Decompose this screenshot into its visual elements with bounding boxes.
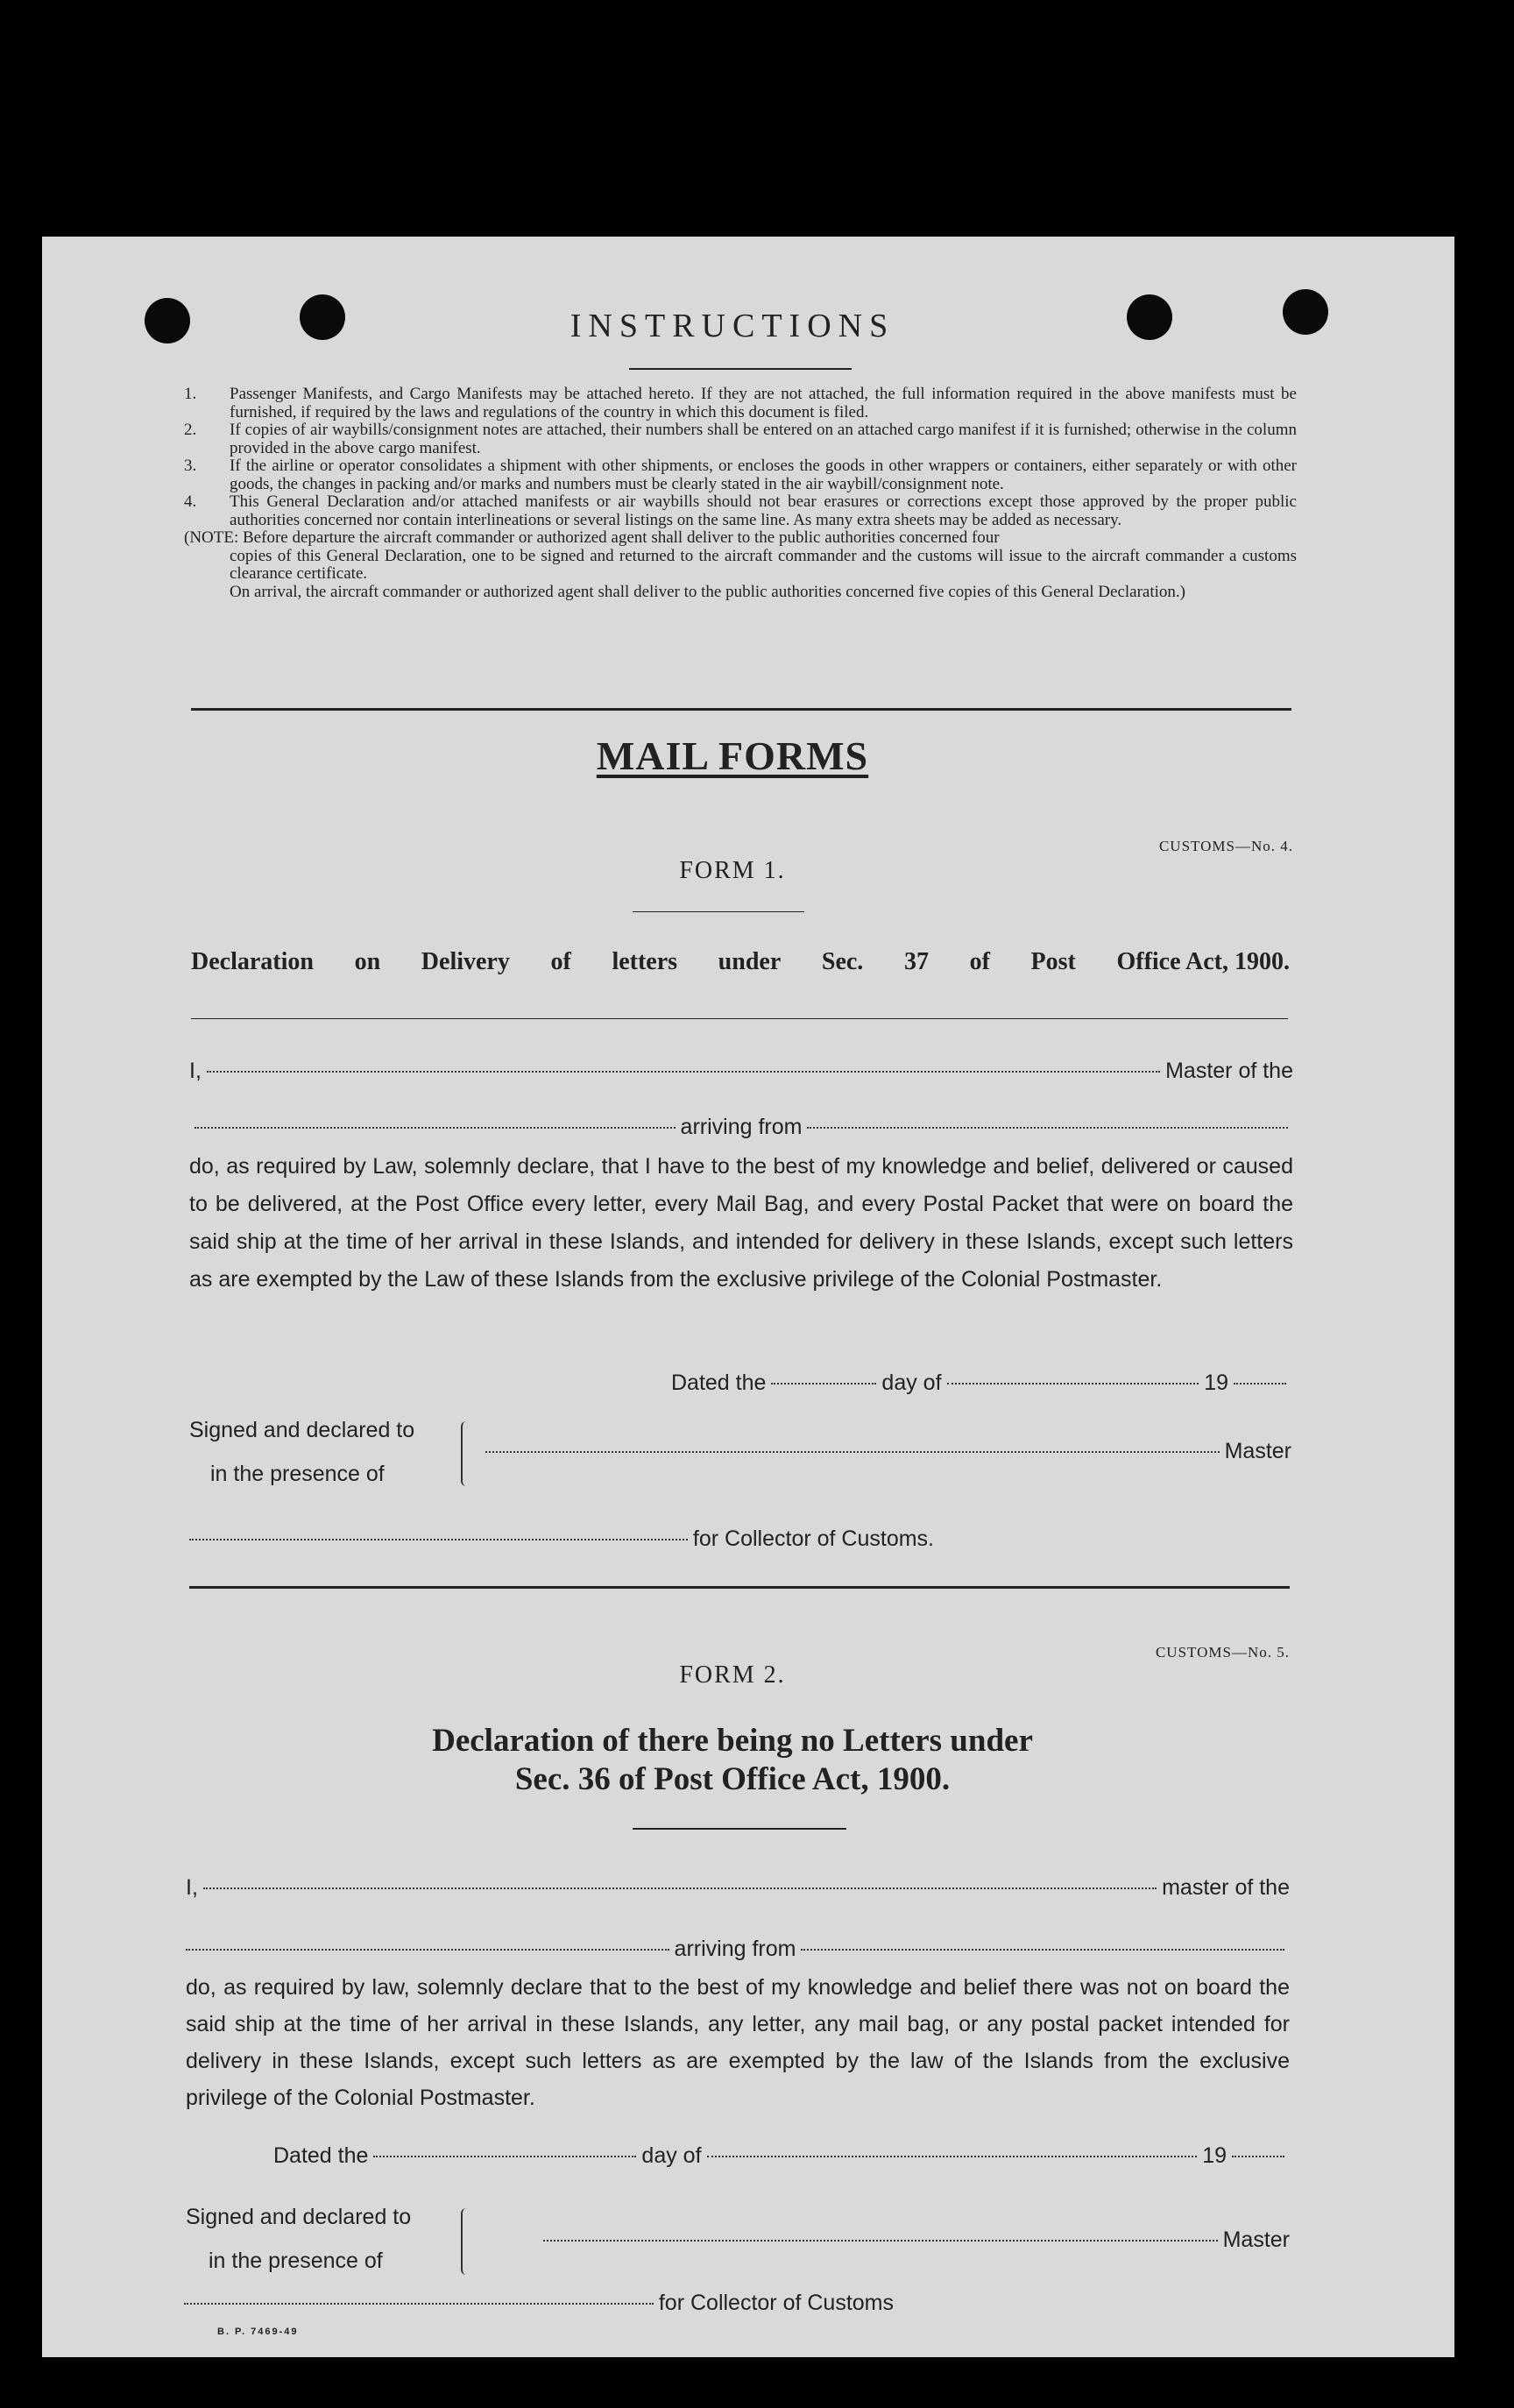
form1-customs-ref: CUSTOMS—No. 4. bbox=[1158, 838, 1293, 854]
form1-presence-label: in the presence of bbox=[210, 1462, 385, 1486]
instructions-title: INSTRUCTIONS bbox=[570, 308, 895, 344]
instruction-item-4: 4. This General Declaration and/or attached manifests or air waybills should not bear erasures or corrections except those approved by the proper public authorities concerned nor contain interlineations or several listings on the same line. As many extra sheets may be added as necessary. bbox=[184, 492, 1297, 529]
instructions-title-rule bbox=[629, 368, 852, 370]
form1-month-field[interactable] bbox=[947, 1383, 1199, 1385]
form1-day-field[interactable] bbox=[771, 1383, 876, 1385]
form2-signed-label: Signed and declared to bbox=[186, 2205, 412, 2229]
instruction-item-1: 1. Passenger Manifests, and Cargo Manifests may be attached hereto. If they are not attached, the full information required in the above manifests must be furnished, if required by the laws and regulations of the country in which this document is filed. bbox=[184, 385, 1297, 421]
form2-master-name-field[interactable] bbox=[203, 1887, 1157, 1889]
form2-title-rule bbox=[633, 1828, 846, 1830]
form2-year-field[interactable] bbox=[1232, 2156, 1284, 2157]
instruction-note: (NOTE: Before departure the aircraft commander or authorized agent shall deliver to the public authorities concerned four copies of this General Declaration, one to be signed and returned to the aircraft commander and the customs will issue to the aircraft commander a customs clearance certificate. On arrival, the aircraft commander or authorized agent shall deliver to the public authorities concerned five copies of this General Declaration.) bbox=[184, 528, 1297, 601]
form1-title-rule bbox=[191, 1018, 1288, 1019]
form2-collector-line: for Collector of Customs bbox=[184, 2291, 894, 2316]
form2-arriving-from-field[interactable] bbox=[801, 1949, 1284, 1951]
form1-dated-line: Dated the day of 19 bbox=[671, 1370, 1291, 1396]
form1-collector-signature-field[interactable] bbox=[189, 1539, 688, 1540]
form2-declaration-title: Declaration of there being no Letters under Sec. 36 of Post Office Act, 1900. bbox=[432, 1723, 1033, 1797]
form1-year-field[interactable] bbox=[1234, 1383, 1286, 1385]
instructions-list bbox=[184, 386, 1297, 601]
form2-master-signature-field[interactable] bbox=[543, 2240, 1218, 2242]
form1-signature-line: Master bbox=[480, 1439, 1291, 1464]
form1-collector-line: for Collector of Customs. bbox=[189, 1526, 934, 1552]
form2-day-field[interactable] bbox=[373, 2156, 636, 2157]
form2-collector-signature-field[interactable] bbox=[184, 2303, 654, 2305]
form2-brace bbox=[461, 2208, 471, 2275]
form2-arriving-line: arriving from bbox=[186, 1937, 1290, 1962]
instruction-item-2: 2. If copies of air waybills/consignment notes are attached, their numbers shall be entered on an attached cargo manifest if it is furnished; otherwise in the column provided in the above cargo manifest. bbox=[184, 421, 1297, 457]
form2-presence-label: in the presence of bbox=[209, 2249, 383, 2273]
form2-month-field[interactable] bbox=[707, 2156, 1198, 2157]
form1-declaration-title: Declaration on Delivery of letters under Sec. 37 of Post Office Act, 1900. bbox=[191, 948, 1290, 975]
form1-master-signature-field[interactable] bbox=[485, 1451, 1220, 1453]
print-reference: B. P. 7469-49 bbox=[217, 2327, 299, 2337]
form1-master-line: I, Master of the bbox=[189, 1059, 1293, 1083]
section-divider-1 bbox=[191, 708, 1291, 711]
section-divider-2 bbox=[189, 1586, 1290, 1589]
form2-signature-line: Master bbox=[543, 2227, 1290, 2253]
form1-ship-name-field[interactable] bbox=[195, 1127, 676, 1129]
form1-heading: FORM 1. bbox=[679, 857, 786, 884]
form2-master-line: I, master of the bbox=[186, 1875, 1290, 1900]
form2-heading: FORM 2. bbox=[679, 1661, 786, 1689]
form1-arriving-from-field[interactable] bbox=[807, 1127, 1288, 1129]
form2-customs-ref: CUSTOMS—No. 5. bbox=[1155, 1644, 1290, 1661]
form1-brace bbox=[461, 1421, 471, 1486]
form2-declaration-text: do, as required by law, solemnly declare that to the best of my knowledge and belief there was not on board the said ship at the time of her arrival in these Islands, any letter, any mail bag, or any postal packet intended for delivery in these Islands, except such letters as are exempted by the law of the Islands from the exclusive privilege of the Colonial Postmaster. bbox=[186, 1975, 1290, 2110]
form1-declaration-text: do, as required by Law, solemnly declare, that I have to the best of my knowledge and belief, delivered or caused to be delivered, at the Post Office every letter, every Mail Bag, and every Postal Packet that were on board the said ship at the time of her arrival in these Islands, and intended for delivery in these Islands, except such letters as are exempted by the Law of these Islands from the exclusive privilege of the Colonial Postmaster. bbox=[189, 1154, 1293, 1292]
mail-forms-title: MAIL FORMS bbox=[596, 733, 869, 778]
form1-arriving-line: arriving from bbox=[189, 1115, 1293, 1140]
form1-signed-label: Signed and declared to bbox=[189, 1418, 415, 1442]
form1-heading-rule bbox=[633, 911, 804, 912]
form2-dated-line: Dated the day of 19 bbox=[273, 2143, 1290, 2169]
form2-ship-name-field[interactable] bbox=[186, 1949, 669, 1951]
form1-master-name-field[interactable] bbox=[207, 1071, 1160, 1073]
instruction-item-3: 3. If the airline or operator consolidates a shipment with other shipments, or encloses the goods in other wrappers or containers, either separately or with other goods, the changes in packing and/or marks and numbers must be clearly stated in the air waybill/consignment note. bbox=[184, 457, 1297, 493]
